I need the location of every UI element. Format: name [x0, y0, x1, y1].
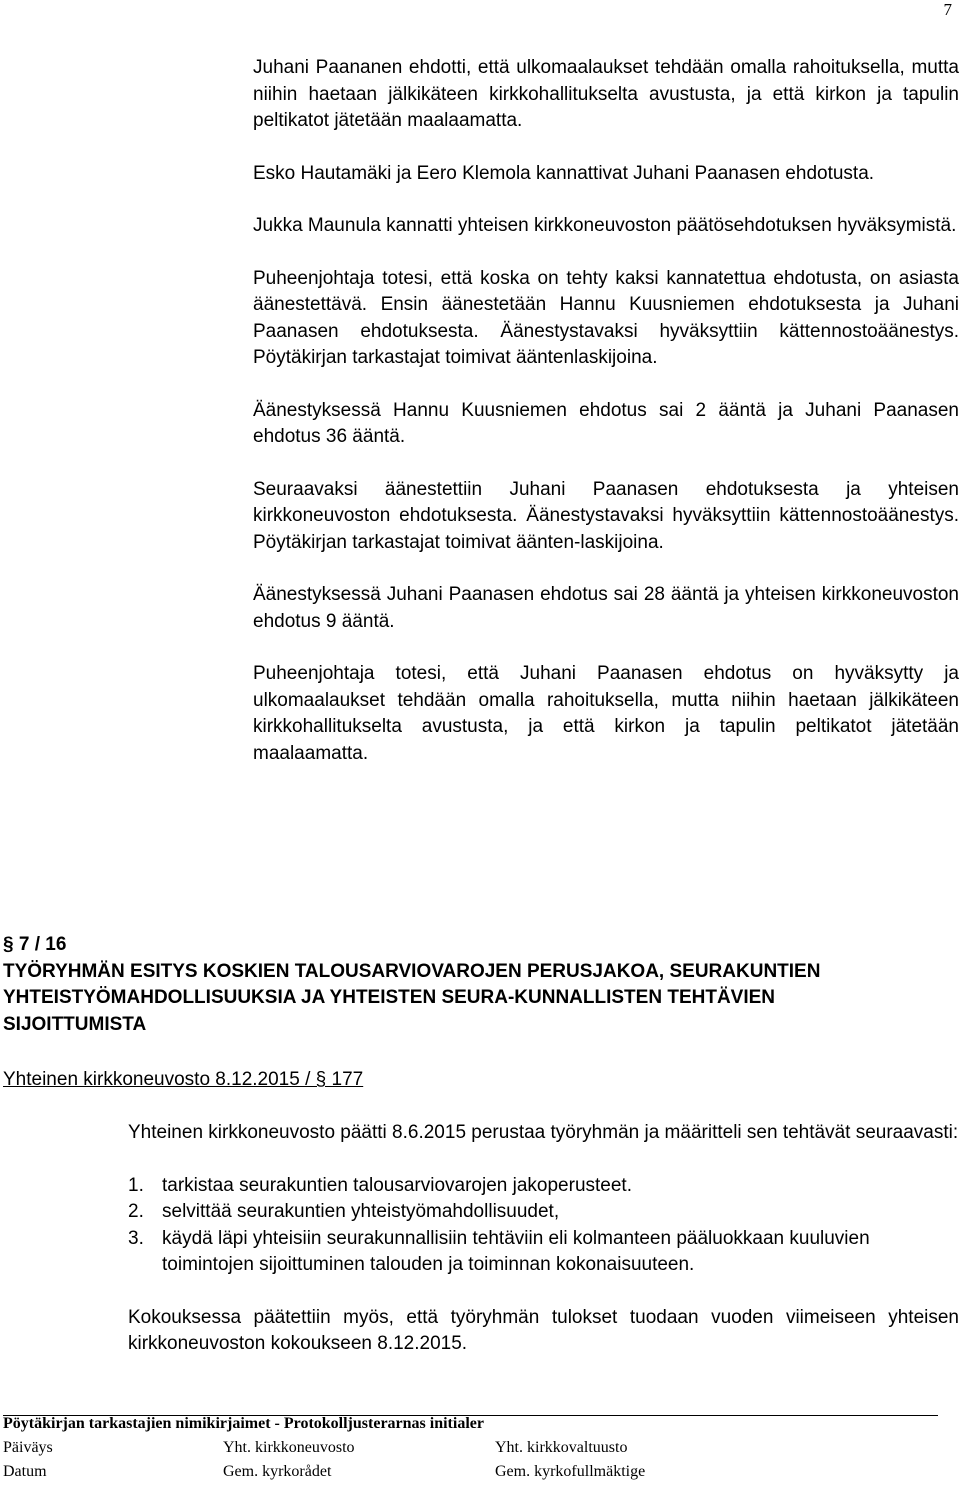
footer-council-label-sv: Gem. kyrkofullmäktige — [495, 1463, 646, 1480]
page-footer — [3, 1412, 938, 1484]
paragraph-second-vote: Seuraavaksi äänestettiin Juhani Paanasen ehdotuksesta ja yhteisen kirkkoneuvoston ehdotuksesta. Äänestystavaksi hyväksyttiin kättennostoäänestys. Pöytäkirjan tarkastajat toimivat äänten-laskijoina. — [253, 478, 959, 553]
list-item-number: 2. — [128, 1201, 144, 1222]
intro-paragraph: Yhteinen kirkkoneuvosto päätti 8.6.2015 perustaa työryhmän ja määritteli sen tehtävät seuraavasti: — [128, 1122, 959, 1143]
list-item — [128, 1226, 959, 1279]
footer-title: Pöytäkirjan tarkastajien nimikirjaimet - Protokolljusterarnas initialer — [3, 1415, 484, 1432]
paragraph-support: Esko Hautamäki ja Eero Klemola kannattivat Juhani Paanasen ehdotusta. — [253, 162, 875, 184]
paragraph-vote-result-1: Äänestyksessä Hannu Kuusniemen ehdotus sai 2 ääntä ja Juhani Paanasen ehdotus 36 ääntä. — [253, 399, 959, 447]
closing-paragraph: Kokouksessa päätettiin myös, että työryhmän tulokset tuodaan vuoden viimeiseen yhteisen kirkkoneuvoston kokoukseen 8.12.2015. — [128, 1306, 959, 1354]
footer-board-label-sv: Gem. kyrkorådet — [223, 1463, 332, 1480]
paragraph-proposal: Juhani Paananen ehdotti, että ulkomaalaukset tehdään omalla rahoituksella, mutta niihin haetaan jälkikäteen kirkkohallitukselta avustusta, ja että kirkon ja tapulin peltikatot jätetään maalaamatta. — [253, 57, 959, 131]
paragraph-vote-result-2: Äänestyksessä Juhani Paanasen ehdotus sai 28 ääntä ja yhteisen kirkkoneuvoston ehdotus 9 ääntä. — [253, 584, 959, 632]
list-item-text: selvittää seurakuntien yhteistyömahdollisuudet, — [162, 1201, 560, 1222]
footer-row-swedish — [3, 1460, 938, 1484]
list-item — [128, 1199, 959, 1226]
section-heading — [3, 932, 903, 1038]
list-item-number: 1. — [128, 1174, 144, 1196]
paragraph-conclusion: Puheenjohtaja totesi, että Juhani Paanasen ehdotus on hyväksytty ja ulkomaalaukset tehdään omalla rahoituksella, mutta niihin haetaan jälkikäteen kirkkohallitukselta avustusta, ja että kirkon ja tapulin peltikatot jätetään maalaamatta. — [253, 663, 959, 764]
list-item — [128, 1173, 959, 1200]
meeting-reference: Yhteinen kirkkoneuvosto 8.12.2015 / § 177 — [3, 1069, 364, 1090]
page-number: 7 — [943, 0, 952, 19]
section-number: § 7 / 16 — [3, 934, 67, 955]
list-item-text: käydä läpi yhteisiin seurakunnallisiin tehtäviin eli kolmanteen pääluokkaan kuuluvien toimintojen sijoittuminen talouden ja toiminnan kokonaisuuteen. — [162, 1227, 870, 1275]
list-item-number: 3. — [128, 1227, 144, 1249]
footer-board-label: Yht. kirkkoneuvosto — [223, 1439, 355, 1456]
footer-council-label: Yht. kirkkovaltuusto — [495, 1439, 628, 1456]
section-title: TYÖRYHMÄN ESITYS KOSKIEN TALOUSARVIOVAROJEN PERUSJAKOA, SEURAKUNTIEN YHTEISTYÖMAHDOLLISUUKSIA JA YHTEISTEN SEURA-KUNNALLISTEN TEHTÄVIEN SIJOITTUMISTA — [3, 960, 821, 1035]
footer-date-label-sv: Datum — [3, 1463, 47, 1480]
paragraph-vote-procedure: Puheenjohtaja totesi, että koska on tehty kaksi kannatettua ehdotusta, on asiasta äänestettävä. Ensin äänestetään Hannu Kuusniemen ehdotuksesta ja Juhani Paanasen ehdotuksesta. Äänestystavaksi hyväksyttiin kättennostoäänestys. Pöytäkirjan tarkastajat toimivat ääntenlaskijoina. — [253, 267, 959, 368]
footer-divider — [3, 1415, 938, 1416]
list-item-text: tarkistaa seurakuntien talousarviovarojen jakoperusteet. — [162, 1174, 632, 1196]
decision-text — [253, 55, 959, 793]
section-body — [128, 1120, 959, 1384]
paragraph-support-board: Jukka Maunula kannatti yhteisen kirkkoneuvoston päätösehdotuksen hyväksymistä. — [253, 215, 957, 236]
task-list — [128, 1173, 959, 1279]
footer-row-finnish — [3, 1436, 938, 1460]
footer-date-label: Päiväys — [3, 1439, 53, 1456]
